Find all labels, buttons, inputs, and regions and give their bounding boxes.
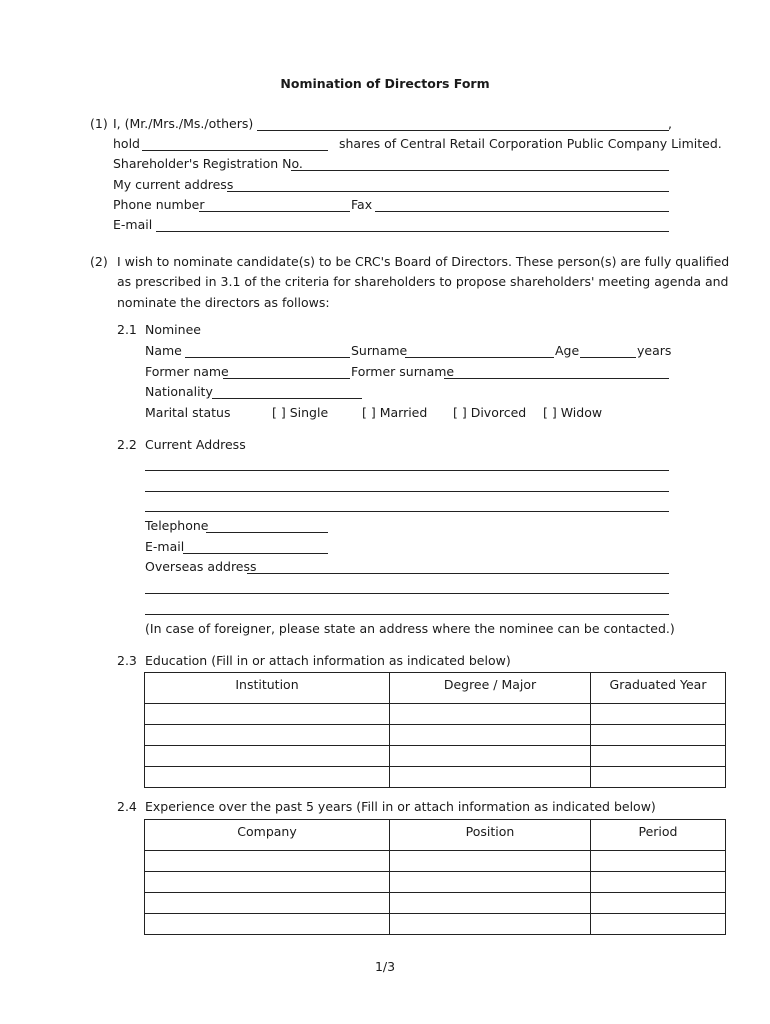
column-header: Degree / Major xyxy=(390,673,591,704)
underline xyxy=(405,357,554,358)
overseas-address-label: Overseas address xyxy=(145,559,257,574)
underline xyxy=(212,398,362,399)
table-cell[interactable] xyxy=(145,767,390,788)
table-row xyxy=(145,746,726,767)
former-name-label: Former name xyxy=(145,364,229,379)
address-heading: Current Address xyxy=(145,437,246,452)
experience-number: 2.4 xyxy=(117,799,137,814)
table-cell[interactable] xyxy=(145,893,390,914)
table-row xyxy=(145,767,726,788)
table-cell[interactable] xyxy=(591,893,726,914)
overseas-address-input-2[interactable] xyxy=(147,578,667,592)
nationality-input[interactable] xyxy=(214,383,360,397)
surname-label: Surname xyxy=(351,343,408,358)
table-row xyxy=(145,725,726,746)
table-row xyxy=(145,872,726,893)
overseas-address-input-3[interactable] xyxy=(147,599,667,613)
overseas-address-input-1[interactable] xyxy=(249,558,667,572)
column-header: Company xyxy=(145,820,390,851)
address-line-2 xyxy=(145,491,669,492)
email-input[interactable] xyxy=(158,216,667,230)
table-cell[interactable] xyxy=(145,704,390,725)
table-cell[interactable] xyxy=(390,767,591,788)
former-surname-input[interactable] xyxy=(446,363,667,377)
table-cell[interactable] xyxy=(145,914,390,935)
shareholder-name-label: I, (Mr./Mrs./Ms./others) xyxy=(113,116,254,131)
former-surname-label: Former surname xyxy=(351,364,455,379)
phone-input[interactable] xyxy=(201,196,348,210)
marital-option-widow[interactable]: [ ] Widow xyxy=(543,405,603,420)
age-input[interactable] xyxy=(582,342,634,356)
column-header: Period xyxy=(591,820,726,851)
marital-option-single[interactable]: [ ] Single xyxy=(272,405,329,420)
table-row xyxy=(145,893,726,914)
registration-label: Shareholder's Registration No. xyxy=(113,156,303,171)
current-address-input[interactable] xyxy=(229,176,667,190)
nominee-number: 2.1 xyxy=(117,322,137,337)
column-header: Graduated Year xyxy=(591,673,726,704)
hold-label: hold xyxy=(113,136,140,151)
nominee-email-label: E-mail xyxy=(145,539,185,554)
nominee-name-input[interactable] xyxy=(187,342,348,356)
telephone-input[interactable] xyxy=(208,517,326,531)
page-number: 1/3 xyxy=(374,959,396,974)
underline xyxy=(156,231,669,232)
telephone-label: Telephone xyxy=(145,518,209,533)
shareholder-name-input[interactable] xyxy=(259,115,667,129)
underline xyxy=(206,532,328,533)
email-label: E-mail xyxy=(113,217,153,232)
table-row xyxy=(145,914,726,935)
table-cell[interactable] xyxy=(591,851,726,872)
table-cell[interactable] xyxy=(145,725,390,746)
underline xyxy=(185,357,350,358)
table-cell[interactable] xyxy=(591,872,726,893)
overseas-line-3 xyxy=(145,614,669,615)
experience-header-row xyxy=(145,820,726,851)
nominee-email-input[interactable] xyxy=(185,538,326,552)
registration-input[interactable] xyxy=(293,155,667,169)
table-cell[interactable] xyxy=(390,704,591,725)
section1-number: (1) xyxy=(90,116,108,131)
fax-input[interactable] xyxy=(377,196,667,210)
table-cell[interactable] xyxy=(145,872,390,893)
section2-line-1: I wish to nominate candidate(s) to be CRC's Board of Directors. These person(s) are fully qualified xyxy=(117,254,730,269)
table-cell[interactable] xyxy=(390,746,591,767)
name-comma: , xyxy=(668,116,672,131)
underline xyxy=(227,191,669,192)
underline xyxy=(247,573,669,574)
current-address-label: My current address xyxy=(113,177,234,192)
overseas-line-2 xyxy=(145,593,669,594)
address-line-3 xyxy=(145,511,669,512)
address-number: 2.2 xyxy=(117,437,137,452)
shares-text: shares of Central Retail Corporation Public Company Limited. xyxy=(339,136,722,151)
experience-heading: Experience over the past 5 years (Fill in or attach information as indicated below) xyxy=(145,799,656,814)
address-input-3[interactable] xyxy=(147,496,667,510)
table-row xyxy=(145,704,726,725)
underline xyxy=(142,150,328,151)
underline xyxy=(580,357,636,358)
table-row xyxy=(145,851,726,872)
table-cell[interactable] xyxy=(145,851,390,872)
table-cell[interactable] xyxy=(390,872,591,893)
address-line-1 xyxy=(145,470,669,471)
phone-label: Phone number xyxy=(113,197,205,212)
former-name-input[interactable] xyxy=(225,363,348,377)
fax-label: Fax xyxy=(351,197,373,212)
education-table xyxy=(144,672,726,788)
table-cell[interactable] xyxy=(591,746,726,767)
marital-option-divorced[interactable]: [ ] Divorced xyxy=(453,405,527,420)
form-title: Nomination of Directors Form xyxy=(280,76,490,91)
education-header-row xyxy=(145,673,726,704)
table-cell[interactable] xyxy=(145,746,390,767)
table-cell[interactable] xyxy=(390,914,591,935)
shares-count-input[interactable] xyxy=(144,135,326,149)
column-header: Position xyxy=(390,820,591,851)
marital-option-married[interactable]: [ ] Married xyxy=(362,405,428,420)
experience-table xyxy=(144,819,726,935)
table-cell[interactable] xyxy=(591,767,726,788)
years-label: years xyxy=(637,343,672,358)
address-input-1[interactable] xyxy=(147,455,667,469)
section2-line-3: nominate the directors as follows: xyxy=(117,295,330,310)
marital-status-label: Marital status xyxy=(145,405,231,420)
table-cell[interactable] xyxy=(390,851,591,872)
table-cell[interactable] xyxy=(591,914,726,935)
underline xyxy=(199,211,350,212)
underline xyxy=(291,170,669,171)
education-number: 2.3 xyxy=(117,653,137,668)
nationality-label: Nationality xyxy=(145,384,213,399)
section2-number: (2) xyxy=(90,254,108,269)
table-cell[interactable] xyxy=(390,893,591,914)
nominee-name-label: Name xyxy=(145,343,182,358)
column-header: Institution xyxy=(145,673,390,704)
underline xyxy=(257,130,669,131)
underline xyxy=(375,211,669,212)
surname-input[interactable] xyxy=(407,342,552,356)
age-label: Age xyxy=(555,343,580,358)
table-cell[interactable] xyxy=(591,725,726,746)
foreigner-note: (In case of foreigner, please state an address where the nominee can be contacted.) xyxy=(145,621,675,636)
underline xyxy=(444,378,669,379)
table-cell[interactable] xyxy=(591,704,726,725)
underline xyxy=(223,378,350,379)
table-cell[interactable] xyxy=(390,725,591,746)
underline xyxy=(183,553,328,554)
address-input-2[interactable] xyxy=(147,476,667,490)
nominee-heading: Nominee xyxy=(145,322,201,337)
education-heading: Education (Fill in or attach information as indicated below) xyxy=(145,653,511,668)
section2-line-2: as prescribed in 3.1 of the criteria for shareholders to propose shareholders' meeting agenda and xyxy=(117,274,729,289)
